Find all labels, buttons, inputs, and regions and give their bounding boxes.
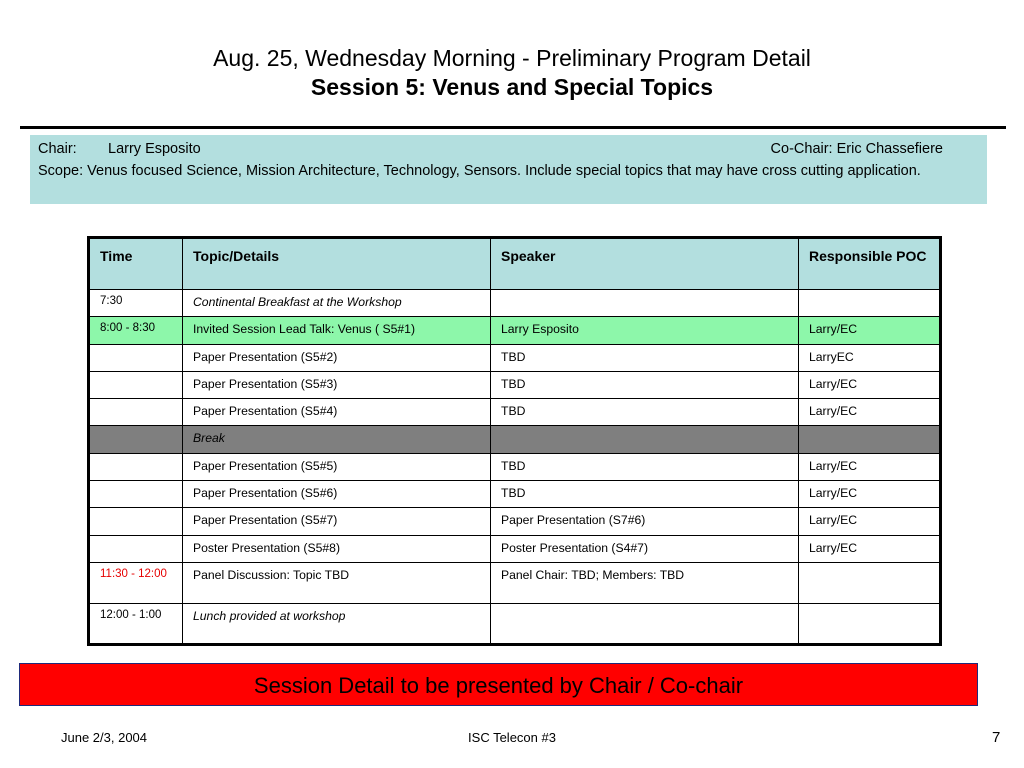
time-cell	[89, 399, 183, 426]
cochair: Co-Chair: Eric Chassefiere	[770, 141, 943, 157]
table-row	[89, 371, 941, 398]
chair-name: Larry Esposito	[108, 141, 201, 157]
topic-cell: Paper Presentation (S5#5)	[183, 453, 491, 480]
topic-cell: Invited Session Lead Talk: Venus ( S5#1)	[183, 317, 491, 344]
topic-cell: Panel Discussion: Topic TBD	[183, 562, 491, 603]
table-row	[89, 426, 941, 453]
table-row	[89, 508, 941, 535]
poc-cell	[799, 562, 941, 603]
time-cell	[89, 508, 183, 535]
header-topic: Topic/Details	[183, 238, 491, 290]
speaker-cell: TBD	[491, 399, 799, 426]
topic-cell: Break	[183, 426, 491, 453]
table-row	[89, 535, 941, 562]
speaker-cell: TBD	[491, 371, 799, 398]
time-cell	[89, 371, 183, 398]
header-poc: Responsible POC	[799, 238, 941, 290]
poc-cell: Larry/EC	[799, 535, 941, 562]
chair-label: Chair:	[38, 141, 77, 157]
poc-cell: LarryEC	[799, 344, 941, 371]
schedule-body	[89, 290, 941, 645]
slide-title	[0, 44, 1024, 102]
poc-cell	[799, 290, 941, 317]
speaker-cell: TBD	[491, 453, 799, 480]
poc-cell	[799, 603, 941, 644]
time-cell: 11:30 - 12:00	[89, 562, 183, 603]
time-cell: 7:30	[89, 290, 183, 317]
table-header-row	[89, 238, 941, 290]
speaker-cell: TBD	[491, 344, 799, 371]
topic-cell: Paper Presentation (S5#6)	[183, 481, 491, 508]
time-cell: 8:00 - 8:30	[89, 317, 183, 344]
speaker-cell: TBD	[491, 481, 799, 508]
time-cell: 12:00 - 1:00	[89, 603, 183, 644]
table-row	[89, 344, 941, 371]
time-cell	[89, 535, 183, 562]
time-cell	[89, 481, 183, 508]
chair-line	[38, 138, 979, 160]
poc-cell: Larry/EC	[799, 481, 941, 508]
session-title: Session 5: Venus and Special Topics	[310, 74, 714, 100]
topic-cell: Paper Presentation (S5#4)	[183, 399, 491, 426]
topic-cell: Poster Presentation (S5#8)	[183, 535, 491, 562]
schedule-table	[87, 236, 942, 646]
speaker-cell	[491, 603, 799, 644]
speaker-cell: Panel Chair: TBD; Members: TBD	[491, 562, 799, 603]
speaker-cell: Larry Esposito	[491, 317, 799, 344]
table-row	[89, 562, 941, 603]
speaker-cell	[491, 290, 799, 317]
poc-cell	[799, 426, 941, 453]
table-row	[89, 317, 941, 344]
page-number: 7	[992, 729, 1001, 746]
table-row	[89, 603, 941, 644]
time-cell	[89, 426, 183, 453]
session-detail-banner: Session Detail to be presented by Chair / Co-chair	[19, 663, 978, 706]
poc-cell: Larry/EC	[799, 317, 941, 344]
table-row	[89, 481, 941, 508]
scope-text: Scope: Venus focused Science, Mission Architecture, Technology, Sensors. Include special topics that may have cross cutting application.	[38, 163, 921, 179]
header-time: Time	[89, 238, 183, 290]
session-info-box	[30, 135, 987, 204]
title-divider	[20, 126, 1006, 129]
poc-cell: Larry/EC	[799, 371, 941, 398]
speaker-cell: Poster Presentation (S4#7)	[491, 535, 799, 562]
speaker-cell	[491, 426, 799, 453]
time-cell	[89, 344, 183, 371]
topic-cell: Paper Presentation (S5#3)	[183, 371, 491, 398]
table-row	[89, 290, 941, 317]
topic-cell: Paper Presentation (S5#7)	[183, 508, 491, 535]
footer-date: June 2/3, 2004	[61, 730, 148, 745]
header-speaker: Speaker	[491, 238, 799, 290]
table-row	[89, 453, 941, 480]
footer-title: ISC Telecon #3	[468, 730, 556, 745]
table-row	[89, 399, 941, 426]
poc-cell: Larry/EC	[799, 453, 941, 480]
time-cell	[89, 453, 183, 480]
topic-cell: Paper Presentation (S5#2)	[183, 344, 491, 371]
speaker-cell: Paper Presentation (S7#6)	[491, 508, 799, 535]
topic-cell: Continental Breakfast at the Workshop	[183, 290, 491, 317]
topic-cell: Lunch provided at workshop	[183, 603, 491, 644]
poc-cell: Larry/EC	[799, 399, 941, 426]
poc-cell: Larry/EC	[799, 508, 941, 535]
title-line-1: Aug. 25, Wednesday Morning - Preliminary Program Detail	[213, 45, 811, 71]
